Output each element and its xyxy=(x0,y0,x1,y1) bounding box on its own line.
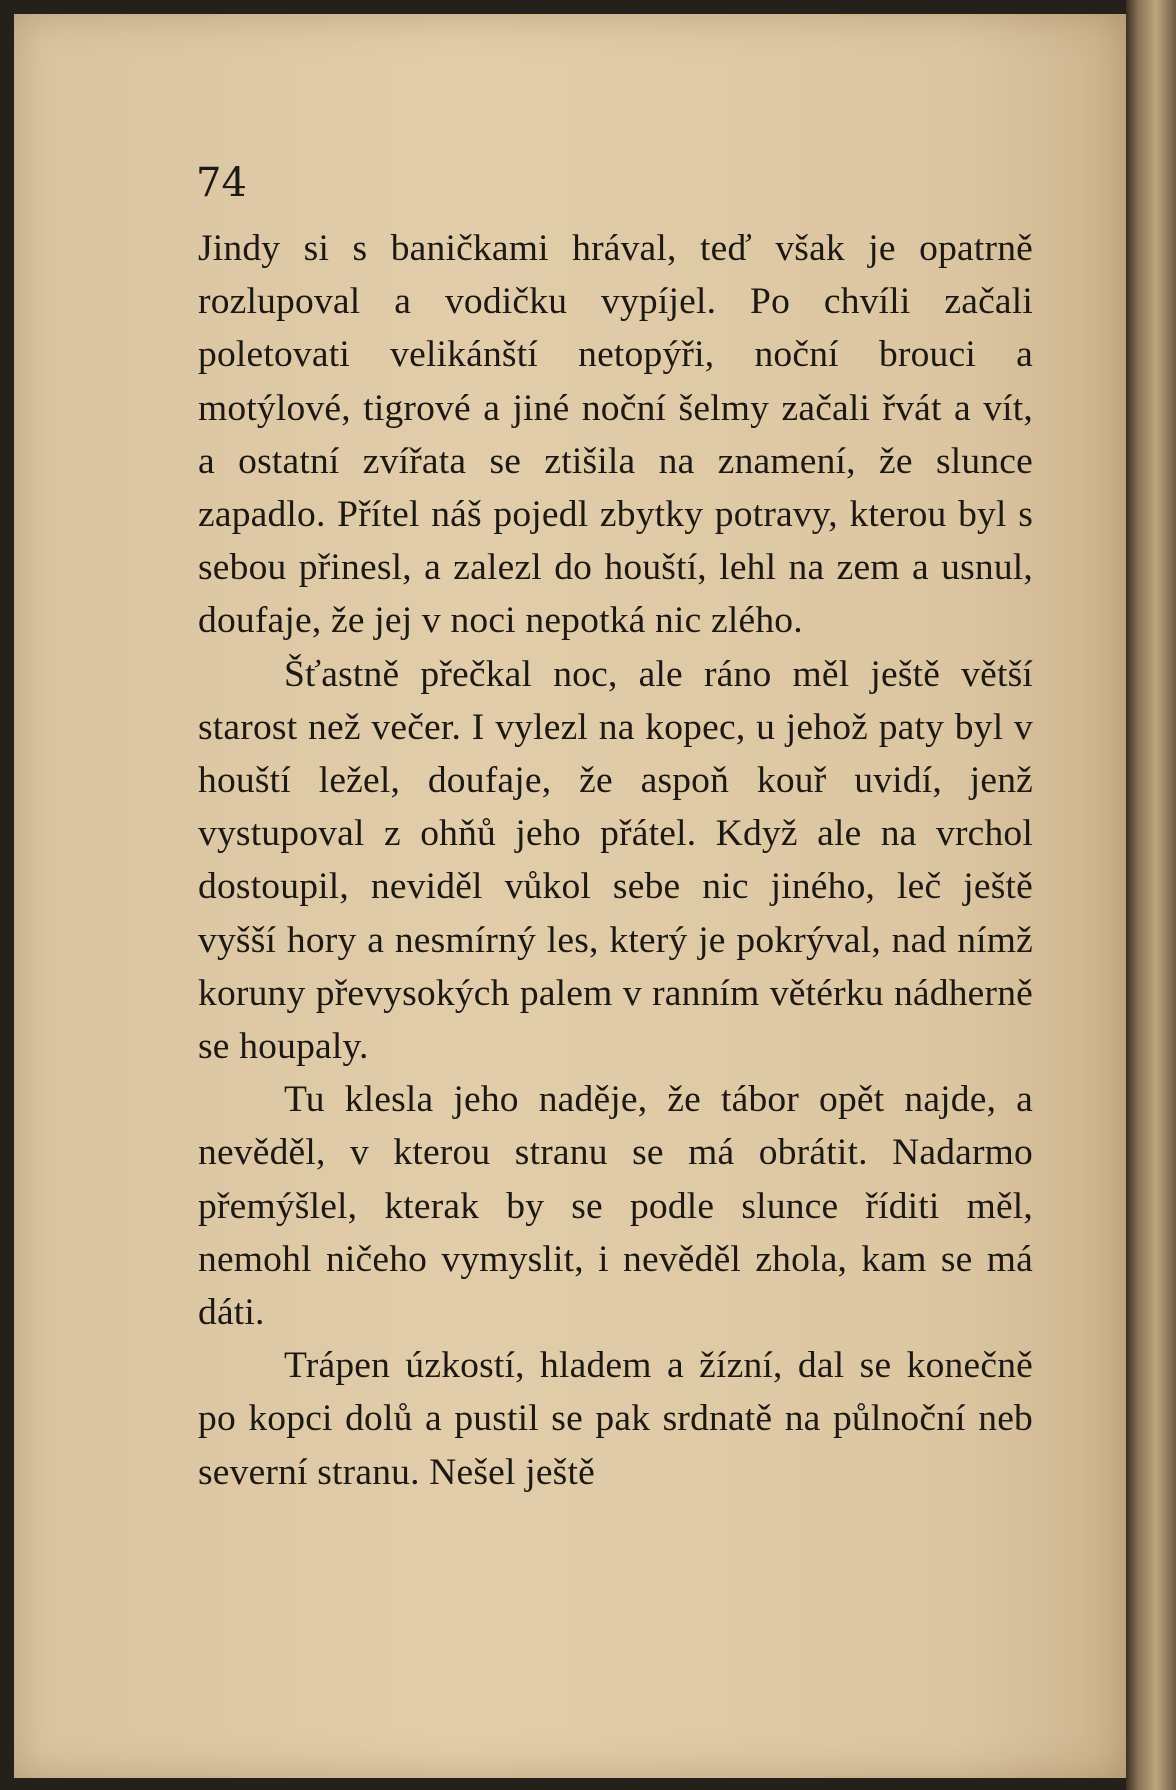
page-number: 74 xyxy=(196,160,247,206)
paragraph-1: Jindy si s baničkami hrával, teď však je opatrně rozlupoval a vodičku vypíjel. Po chvíli začali poletovati velikánští netopýři, noční brouci a motýlové, tigrové a jiné noční šelmy začali řvát a vít, a ostatní zvířata se ztišila na znamení, že slunce zapadlo. Přítel náš pojedl zbytky potravy, kterou byl s sebou přinesl, a zalezl do houští, lehl na zem a usnul, doufaje, že jej v noci nepotká nic zlého. xyxy=(198,228,1033,642)
paragraph-4: Trápen úzkostí, hladem a žízní, dal se konečně po kopci dolů a pustil se pak srdnatě na půlnoční neb severní stranu. Nešel ještě xyxy=(198,1345,1033,1493)
paragraph-3: Tu klesla jeho naděje, že tábor opět najde, a nevěděl, v kterou stranu se má obrátit. Nadarmo přemýšlel, kterak by se podle slunce říditi měl, nemohl ničeho vymyslit, i nevěděl zhola, kam se má dáti. xyxy=(198,1079,1033,1334)
book-binding-edge xyxy=(1126,0,1176,1790)
paragraph-2: Šťastně přečkal noc, ale ráno měl ještě větší starost než večer. I vylezl na kopec, u jehož paty byl v houští ležel, doufaje, že aspoň kouř uvidí, jenž vystupoval z ohňů jeho přátel. Když ale na vrchol dostoupil, neviděl vůkol sebe nic jiného, leč ještě vyšší hory a nesmírný les, který je pokrýval, nad nímž koruny převysokých palem v ranním větérku nádherně se houpaly. xyxy=(198,653,1033,1068)
body-text xyxy=(198,222,1033,1499)
book-page xyxy=(14,14,1126,1778)
